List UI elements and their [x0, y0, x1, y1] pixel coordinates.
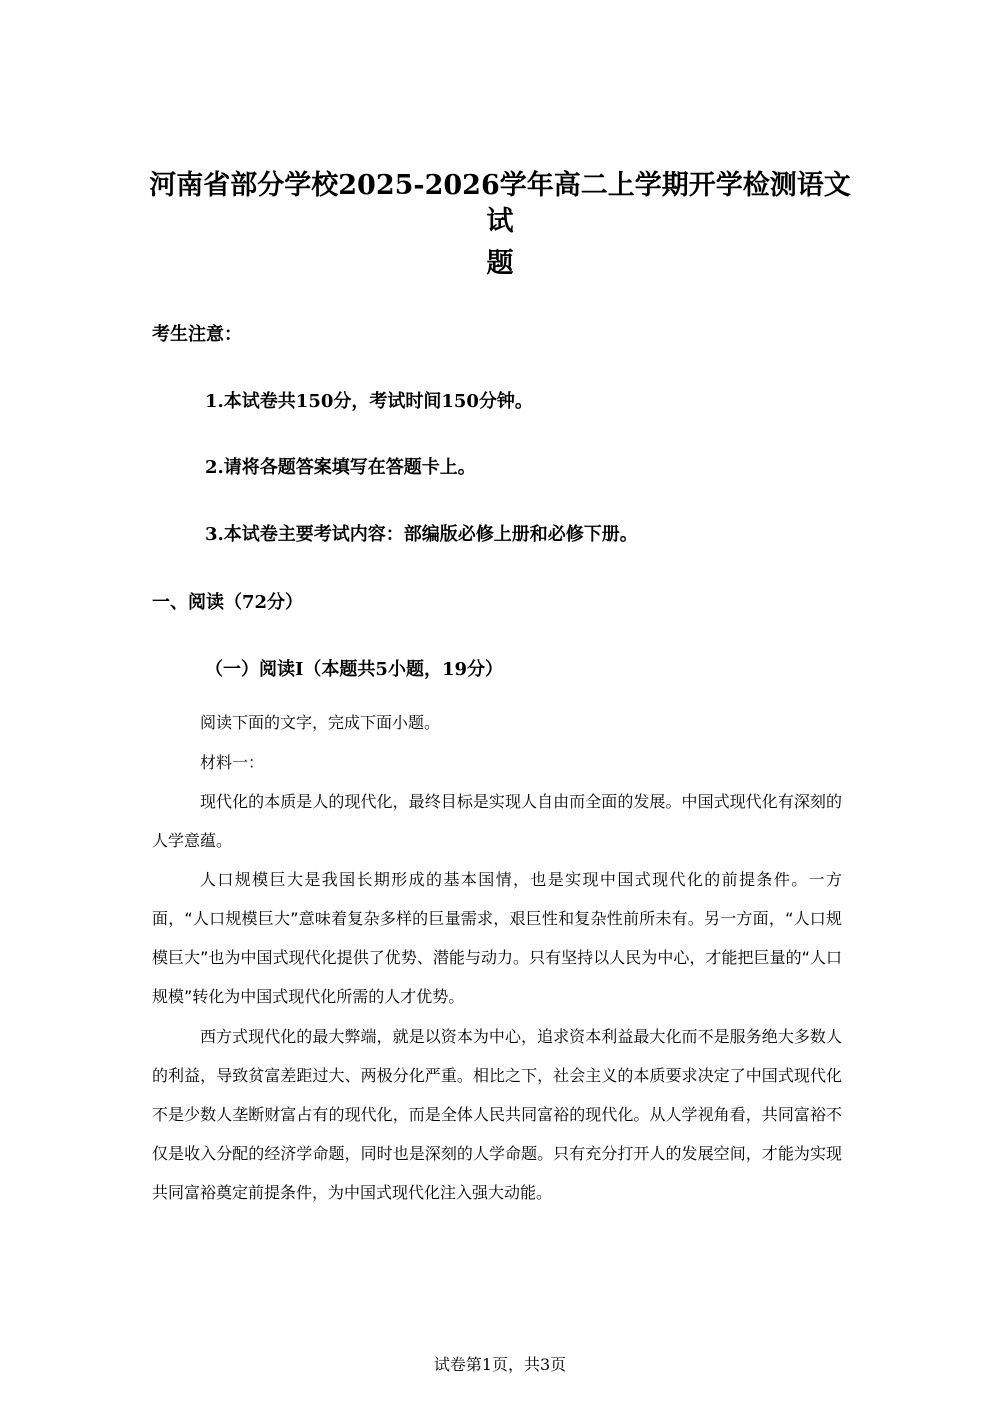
paragraph-2: 人口规模巨大是我国长期形成的基本国情，也是实现中国式现代化的前提条件。一方面，“人口规模巨大”意味着复杂多样的巨量需求，艰巨性和复杂性前所未有。另一方面，“人口规模巨大”也为中国式现代化提供了优势、潜能与动力。只有坚持以人民为中心，才能把巨量的“人口规模”转化为中国式现代化所需的人才优势。: [152, 870, 842, 1006]
instruction-text: 阅读下面的文字，完成下面小题。: [200, 713, 441, 732]
page-title: 河南省部分学校2025-2026学年高二上学期开学检测语文试: [149, 170, 851, 237]
page-footer: 试卷第1页，共3页: [433, 1355, 567, 1374]
notice-item-3: 3.本试卷主要考试内容：部编版必修上册和必修下册。: [205, 524, 638, 545]
paragraph-1: 现代化的本质是人的现代化，最终目标是实现人自由而全面的发展。中国式现代化有深刻的人学意蕴。: [152, 792, 842, 850]
notice-item-2: 2.请将各题答案填写在答题卡上。: [205, 457, 476, 478]
paragraph-3: 西方式现代化的最大弊端，就是以资本为中心，追求资本利益最大化而不是服务绝大多数人的利益，导致贫富差距过大、两极分化严重。相比之下，社会主义的本质要求决定了中国式现代化不是少数人垄断财富占有的现代化，而是全体人民共同富裕的现代化。从人学视角看，共同富裕不仅是收入分配的经济学命题，同时也是深刻的人学命题。只有充分打开人的发展空间，才能为实现共同富裕奠定前提条件，为中国式现代化注入强大动能。: [152, 1027, 842, 1202]
notice-heading: 考生注意：: [152, 324, 242, 345]
page-title-continuation: 题: [486, 248, 514, 279]
section-heading: 一、阅读（72分）: [152, 592, 304, 613]
subsection-heading: （一）阅读Ⅰ（本题共5小题，19分）: [205, 659, 503, 680]
notice-item-1: 1.本试卷共150分，考试时间150分钟。: [205, 391, 533, 412]
material-label: 材料一：: [200, 753, 265, 772]
